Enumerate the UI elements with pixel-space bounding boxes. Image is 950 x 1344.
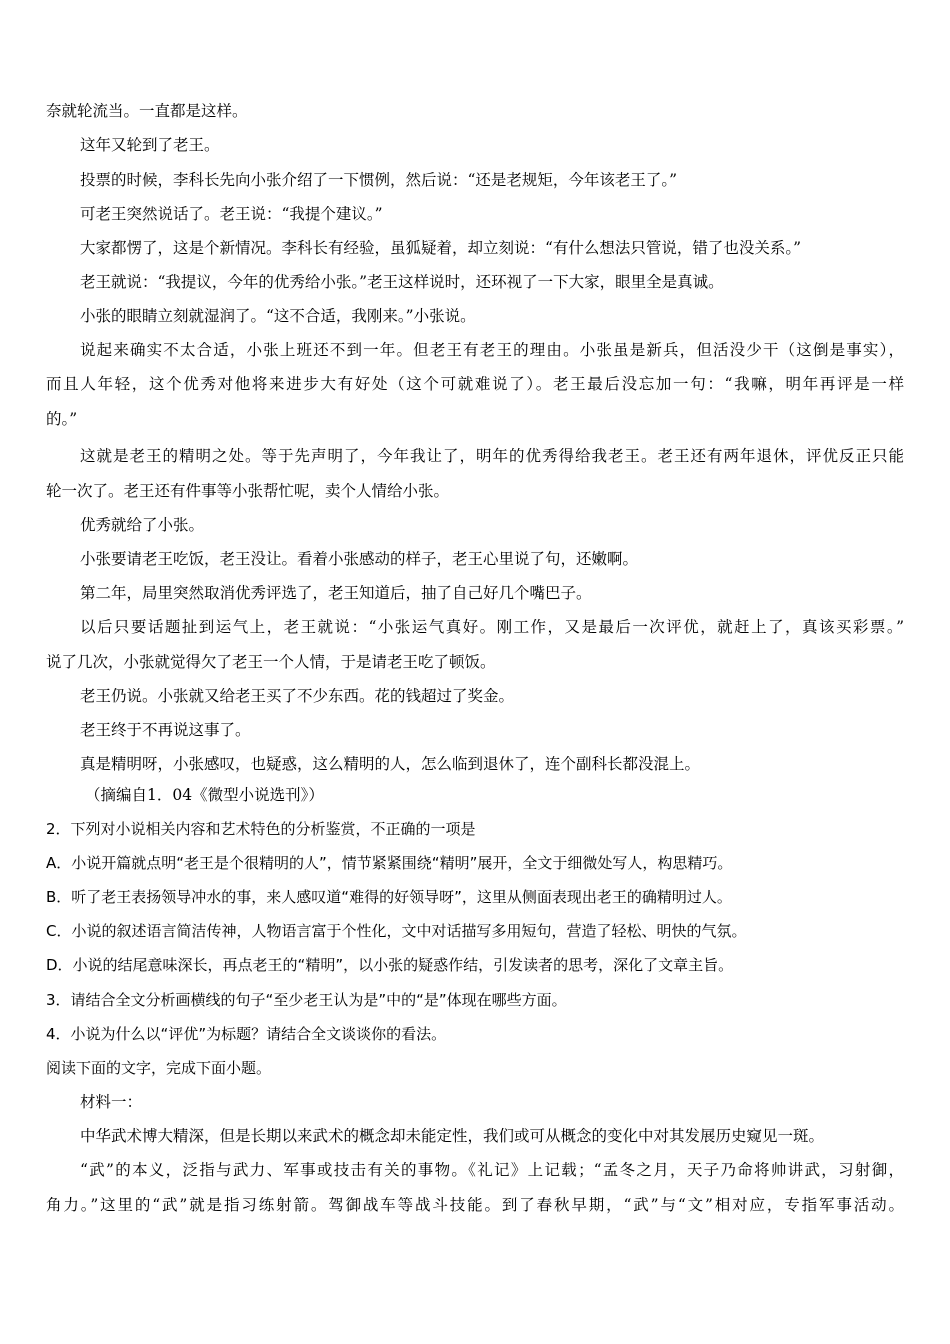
story-paragraph-line: 而且人年轻，这个优秀对他将来进步大有好处（这个可就难说了）。老王最后没忘加一句：“我嘛，明年再评是一样 [46, 375, 904, 393]
material-paragraph: 中华武术博大精深，但是长期以来武术的概念却未能定性，我们或可从概念的变化中对其发展历史窥见一斑。 [80, 1127, 825, 1145]
story-paragraph: 小张的眼睛立刻就湿润了。“这不合适，我刚来。”小张说。 [80, 307, 476, 325]
story-paragraph-line: 说了几次，小张就觉得欠了老王一个人情，于是请老王吃了顿饭。 [46, 653, 496, 671]
story-paragraph: 老王就说：“我提议，今年的优秀给小张。”老王这样说时，还环视了一下大家，眼里全是真诚。 [80, 273, 724, 291]
story-paragraph: 老王终于不再说这事了。 [80, 721, 251, 739]
question-2: 2．下列对小说相关内容和艺术特色的分析鉴赏，不正确的一项是 [46, 820, 476, 838]
question-3: 3．请结合全文分析画横线的句子“至少老王认为是”中的“是”体现在哪些方面。 [46, 991, 567, 1009]
story-paragraph-line: 轮一次了。老王还有件事等小张帮忙呢，卖个人情给小张。 [46, 482, 450, 500]
story-paragraph-line: 的。” [46, 410, 78, 428]
story-paragraph-line: 这就是老王的精明之处。等于先声明了，今年我让了，明年的优秀得给我老王。老王还有两年退休，评优反正只能 [80, 447, 904, 465]
story-paragraph: 第二年，局里突然取消优秀评选了，老王知道后，抽了自己好几个嘴巴子。 [80, 584, 592, 602]
story-paragraph: 奈就轮流当。一直都是这样。 [46, 102, 248, 120]
story-paragraph: 优秀就给了小张。 [80, 516, 205, 534]
story-paragraph: 大家都愣了，这是个新情况。李科长有经验，虽狐疑着，却立刻说：“有什么想法只管说，错了也没关系。” [80, 239, 802, 257]
story-paragraph: 这年又轮到了老王。 [80, 136, 220, 154]
question-4: 4．小说为什么以“评优”为标题？请结合全文谈谈你的看法。 [46, 1025, 447, 1043]
material-paragraph-line: “武”的本义，泛指与武力、军事或技击有关的事物。《礼记》上记载；“孟冬之月，天子乃命将帅讲武，习射御， [80, 1161, 904, 1179]
story-paragraph-line: 以后只要话题扯到运气上，老王就说：“小张运气真好。刚工作，又是最后一次评优，就赶上了，真该买彩票。” [80, 618, 904, 636]
story-paragraph: 小张要请老王吃饭，老王没让。看着小张感动的样子，老王心里说了句，还嫩啊。 [80, 550, 639, 568]
option-c: C．小说的叙述语言简洁传神，人物语言富于个性化，文中对话描写多用短句，营造了轻松、明快的气氛。 [46, 922, 747, 940]
material-paragraph-line: 角力。”这里的“武”就是指习练射箭。驾御战车等战斗技能。到了春秋早期，“武”与“文”相对应，专指军事活动。 [46, 1196, 904, 1214]
story-paragraph: 投票的时候，李科长先向小张介绍了一下惯例，然后说：“还是老规矩，今年该老王了。” [80, 171, 678, 189]
story-paragraph: 真是精明呀，小张感叹，也疑惑，这么精明的人，怎么临到退休了，连个副科长都没混上。 [80, 755, 701, 773]
story-paragraph: 老王仍说。小张就又给老王买了不少东西。花的钱超过了奖金。 [80, 687, 515, 705]
reading-intro: 阅读下面的文字，完成下面小题。 [46, 1059, 272, 1077]
story-paragraph: 可老王突然说话了。老王说：“我提个建议。” [80, 205, 383, 223]
option-b: B．听了老王表扬领导冲水的事，来人感叹道“难得的好领导呀”，这里从侧面表现出老王的确精明过人。 [46, 888, 732, 906]
option-d: D．小说的结尾意味深长，再点老王的“精明”，以小张的疑惑作结，引发读者的思考，深化了文章主旨。 [46, 956, 734, 974]
material-label: 材料一： [80, 1093, 143, 1111]
source-note: （摘编自1．04《微型小说选刊》） [85, 786, 324, 804]
story-paragraph-line: 说起来确实不太合适，小张上班还不到一年。但老王有老王的理由。小张虽是新兵，但活没少干（这倒是事实）， [80, 341, 904, 359]
option-a: A．小说开篇就点明“老王是个很精明的人”，情节紧紧围绕“精明”展开，全文于细微处写人，构思精巧。 [46, 854, 733, 872]
